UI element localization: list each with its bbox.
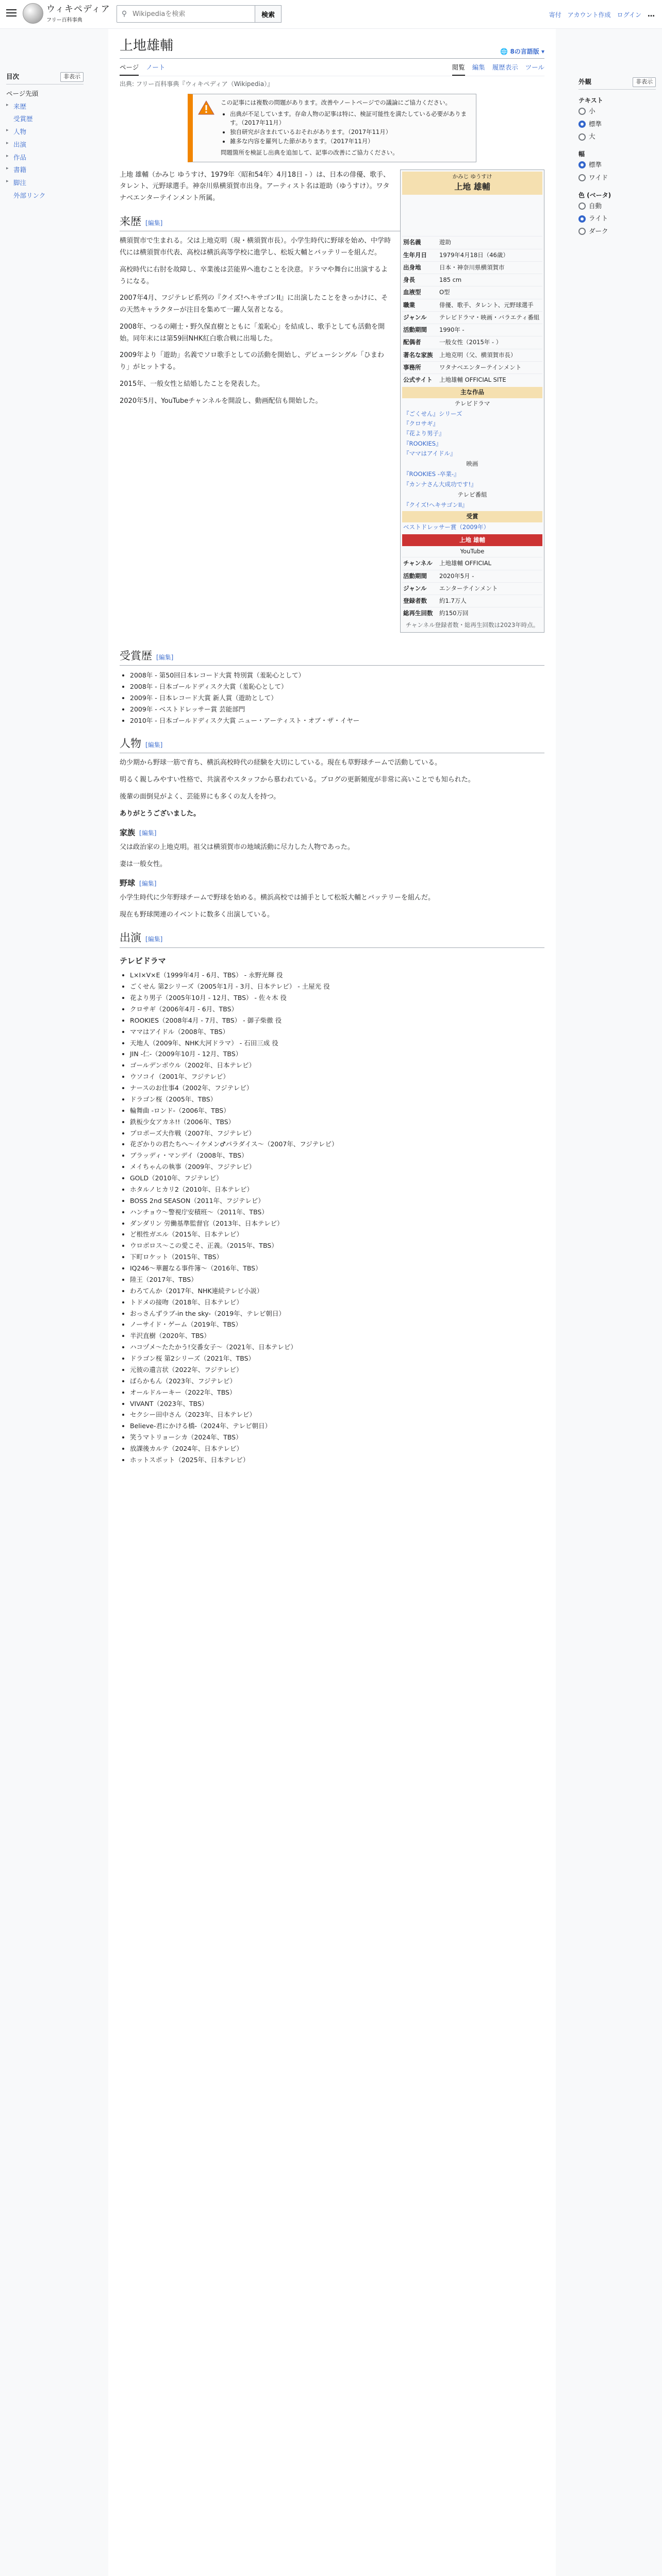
infobox-photo-area (402, 195, 542, 236)
tv-drama-item: • オールドルーキー（2022年、TBS） (130, 1387, 544, 1398)
edit-awards-link[interactable]: [編集] (156, 653, 174, 661)
tv-drama-list (120, 970, 544, 1466)
infobox-row (402, 361, 542, 374)
site-tagline: フリー百科事典 (46, 17, 82, 23)
radio-button[interactable] (578, 161, 586, 168)
infobox-row (402, 570, 542, 582)
radio-button[interactable] (578, 133, 586, 141)
infobox-key: 登録者数 (403, 597, 427, 605)
site-name: ウィキペディア (46, 4, 110, 14)
radio-button[interactable] (578, 121, 586, 128)
person-subsection-paragraph: 父は政治家の上地克明。祖父は横須賀市の地域活動に尽力した人物であった。 (120, 843, 354, 851)
radio-label: 大 (589, 132, 595, 141)
infobox-value: 1979年4月18日（46歳） (439, 251, 509, 259)
youtube-rows (402, 557, 542, 619)
edit-appearances-link[interactable]: [編集] (145, 936, 163, 943)
infobox-key: 血液型 (403, 289, 421, 296)
tv-drama-item: • 陸王（2017年、TBS） (130, 1274, 544, 1285)
toc-item-label: 作品 (13, 153, 27, 161)
tv-drama-item: • ダンダリン 労働基準監督官（2013年、日本テレビ） (130, 1218, 544, 1229)
radio-label: 標準 (589, 161, 602, 168)
tv-drama-item: • 花ざかりの君たちへ〜イケメン♂パラダイス〜（2007年、フジテレビ） (130, 1139, 544, 1150)
tab-talk[interactable]: ノート (146, 63, 166, 71)
tv-drama-item: • 天地人（2009年、NHK大河ドラマ） - 石田三成 役 (130, 1038, 544, 1049)
text-size-label: テキスト (578, 96, 603, 104)
infobox-key: 生年月日 (403, 251, 427, 259)
person-body (120, 757, 544, 803)
tab-page[interactable]: ページ (120, 61, 139, 76)
person-subsection-paragraph: 妻は一般女性。 (120, 860, 167, 868)
tv-drama-item: • プロポーズ大作戦（2007年、フジテレビ） (130, 1128, 544, 1139)
tab-read[interactable]: 閲覧 (452, 61, 465, 76)
infobox-row (402, 236, 542, 248)
notice-item: • 独自研究が含まれているおそれがあります。（2017年11月） (230, 128, 471, 137)
infobox-value: 185 cm (439, 276, 462, 284)
notice-list (221, 110, 471, 146)
youtube-note: チャンネル登録者数・総再生回数は2023年時点。 (405, 621, 539, 629)
notice-item: • 雑多な内容を羅列した節があります。（2017年11月） (230, 137, 471, 146)
person-paragraph: 後輩の面倒見がよく、芸能界にも多くの友人を持つ。 (120, 792, 280, 801)
awards-heading: 受賞 (402, 511, 542, 522)
tv-drama-item: • ROOKIES（2008年4月 - 7月、TBS） - 御子柴徹 役 (130, 1015, 544, 1026)
site-logo[interactable] (23, 3, 110, 24)
edit-history-link[interactable]: [編集] (145, 219, 163, 227)
radio-button[interactable] (578, 215, 586, 223)
tv-drama-item: • ノーサイド・ゲーム（2019年、TBS） (130, 1319, 544, 1330)
tv-drama-item: • クロサギ（2006年4月 - 6月、TBS） (130, 1004, 544, 1015)
section-person-title: 人物 (120, 737, 141, 750)
edit-subsection-link[interactable]: [編集] (139, 880, 157, 888)
infobox (400, 170, 544, 633)
works-tv-heading: テレビドラマ (454, 399, 490, 407)
infobox-value: ワタナベエンターテインメント (439, 363, 522, 371)
appearance-panel (578, 72, 656, 238)
radio-option[interactable] (578, 212, 656, 225)
person-subsection-title: 家族 (120, 828, 136, 838)
infobox-list-item[interactable]: 『ROOKIES -卒業-』 (403, 470, 460, 478)
toc-item-label: 受賞歴 (13, 115, 33, 123)
radio-button[interactable] (578, 202, 586, 210)
toc-item[interactable] (6, 126, 84, 139)
tv-drama-item: • IQ246〜華麗なる事件簿〜（2016年、TBS） (130, 1263, 544, 1274)
toc-item[interactable] (6, 139, 84, 151)
infobox-row (402, 557, 542, 569)
infobox-row (402, 311, 542, 324)
works-variety-heading: テレビ番組 (457, 490, 487, 498)
chevron-right-icon[interactable]: ▸ (6, 128, 9, 133)
history-paragraph: 2020年5月、YouTubeチャンネルを開設し、動画配信も開始した。 (120, 397, 322, 405)
infobox-key: 著名な家族 (403, 351, 433, 359)
infobox-value: 上地雄輔 OFFICIAL (439, 560, 492, 567)
edit-person-link[interactable]: [編集] (145, 741, 163, 749)
toc-item[interactable] (6, 100, 84, 113)
tv-drama-item: • L×I×V×E（1999年4月 - 6月、TBS） - 永野光輝 役 (130, 970, 544, 981)
tv-drama-item: • 下町ロケット（2015年、TBS） (130, 1251, 544, 1263)
tv-drama-item: • セクシー田中さん（2023年、日本テレビ） (130, 1409, 544, 1420)
tv-drama-item: • JIN -仁-（2009年10月 - 12月、TBS） (130, 1048, 544, 1060)
infobox-list-item[interactable]: 『クロサギ』 (403, 420, 439, 428)
main-menu-icon[interactable] (5, 7, 18, 20)
toc-item-label: ページ先頭 (6, 89, 39, 97)
section-person-heading (120, 736, 544, 754)
tv-drama-item: • ママはアイドル（2008年、TBS） (130, 1026, 544, 1038)
infobox-row (402, 324, 542, 336)
history-paragraph: 2015年、一般女性と結婚したことを発表した。 (120, 380, 264, 388)
chevron-right-icon[interactable]: ▸ (6, 102, 9, 108)
tv-drama-item: • ハンチョウ〜警視庁安積班〜（2011年、TBS） (130, 1207, 544, 1218)
chevron-right-icon[interactable]: ▸ (6, 166, 9, 172)
infobox-key: チャンネル (403, 560, 433, 567)
infobox-row (402, 249, 542, 261)
works-film-list (402, 469, 542, 489)
section-appearances-title: 出演 (120, 931, 141, 944)
infobox-key: 職業 (403, 301, 415, 309)
tv-drama-item: • 花より男子（2005年10月 - 12月、TBS） - 佐々木 役 (130, 992, 544, 1004)
section-awards-heading (120, 648, 544, 666)
infobox-value: エンターテインメント (439, 584, 498, 592)
infobox-row (402, 286, 542, 298)
infobox-value: 上地克明（父、横須賀市長） (439, 351, 517, 359)
section-awards-title: 受賞歴 (120, 649, 152, 662)
infobox-row (402, 261, 542, 274)
color-options (578, 200, 656, 238)
awards-body (120, 670, 544, 726)
tab-edit[interactable]: 編集 (472, 63, 485, 71)
tv-drama-item: • ばらかもん（2023年、フジテレビ） (130, 1376, 544, 1387)
tv-drama-item: • ゴールデンボウル（2002年、日本テレビ） (130, 1060, 544, 1071)
infobox-value: 上地雄輔 OFFICIAL SITE (439, 376, 506, 384)
infobox-value: 約1.7万人 (439, 597, 467, 605)
width-options (578, 159, 656, 184)
tv-drama-item: • ナースのお仕事4（2002年、フジテレビ） (130, 1082, 544, 1094)
radio-label: 標準 (589, 120, 602, 128)
infobox-value: 1990年 - (439, 326, 465, 334)
chevron-right-icon[interactable]: ▸ (6, 179, 9, 184)
create-account-link[interactable]: アカウント作成 (567, 11, 611, 19)
person-subsection-paragraph: 現在も野球関連のイベントに数多く出演している。 (120, 910, 274, 919)
works-tv-list (402, 409, 542, 459)
warning-icon (198, 100, 214, 115)
intro-paragraph: 上地 雄輔（かみじ ゆうすけ、1979年〈昭和54年〉4月18日 - ）は、日本の俳優、歌手、タレント、元野球選手。神奈川県横須賀市出身。アーティスト名は遊助（ゆうすけ）。ワタナベエンターテインメント所属。 (120, 171, 390, 202)
search-input[interactable] (131, 10, 255, 19)
donate-link[interactable]: 寄付 (549, 11, 561, 19)
infobox-key: 出身地 (403, 263, 421, 271)
toc-item-label: 脚注 (13, 179, 27, 187)
award-item: • 2009年 - ベストドレッサー賞 芸能部門 (130, 704, 544, 715)
site-header (0, 0, 662, 29)
infobox-list-item[interactable]: 『ROOKIES』 (403, 439, 442, 447)
login-link[interactable]: ログイン (617, 11, 641, 19)
infobox-list-item[interactable]: 『クイズ!ヘキサゴンII』 (403, 501, 468, 509)
tab-history[interactable]: 履歴表示 (492, 63, 518, 71)
toc-item-label: 来歴 (13, 102, 27, 110)
person-subsection-paragraph: 小学生時代に少年野球チームで野球を始める。横浜高校では捕手として松坂大輔とバッテリーを組んだ。 (120, 893, 435, 902)
youtube-name: 上地 雄輔 (402, 534, 542, 546)
infobox-row (402, 374, 542, 386)
radio-button[interactable] (578, 174, 586, 181)
tv-drama-item: • メイちゃんの執事（2009年、フジテレビ） (130, 1161, 544, 1173)
history-paragraph: 2009年より「遊助」名義でソロ歌手としての活動を開始し、デビューシングル「ひまわり」がヒットする。 (120, 351, 384, 371)
radio-option[interactable] (578, 200, 656, 213)
tv-drama-item: • ドラゴン桜 第2シリーズ（2021年、TBS） (130, 1353, 544, 1364)
section-history-title: 来歴 (120, 215, 141, 228)
tv-drama-heading: テレビドラマ (120, 956, 166, 965)
infobox-row (402, 274, 542, 286)
toc-item-label: 書籍 (13, 166, 27, 174)
color-label: 色 (ベータ) (578, 191, 611, 199)
radio-label: 小 (589, 107, 595, 115)
toc-item[interactable] (6, 113, 84, 126)
wikipedia-globe-icon (23, 3, 43, 24)
tv-drama-item: • ブラッディ・マンデイ（2008年、TBS） (130, 1150, 544, 1161)
radio-option[interactable] (578, 118, 656, 131)
tv-drama-item: • 輪舞曲 -ロンド-（2006年、TBS） (130, 1105, 544, 1116)
issue-notice (188, 94, 476, 162)
tv-drama-item: • ホットスポット（2025年、日本テレビ） (130, 1454, 544, 1466)
infobox-key: 活動期間 (403, 326, 427, 334)
toc-list (6, 88, 84, 202)
infobox-value: 一般女性（2015年 - ） (439, 338, 502, 346)
tv-drama-item: • BOSS 2nd SEASON（2011年、フジテレビ） (130, 1195, 544, 1207)
infobox-list-item[interactable]: ベストドレッサー賞（2009年） (403, 523, 490, 531)
radio-label: ワイド (589, 173, 608, 181)
tv-drama-item: • トドメの接吻（2018年、日本テレビ） (130, 1297, 544, 1308)
toc-item[interactable] (6, 88, 84, 100)
toc-item[interactable] (6, 177, 84, 190)
infobox-value: 約150万回 (439, 609, 469, 617)
history-paragraph: 高校時代に右肘を故障し、卒業後は芸能界へ進むことを決意。ドラマや舞台に出演するようになる。 (120, 265, 388, 285)
width-label: 幅 (578, 150, 585, 158)
person-paragraph: 幼少期から野球一筋で育ち、横浜高校時代の経験を大切にしている。現在も草野球チームで活動している。 (120, 759, 442, 767)
history-paragraph: 2007年4月、フジテレビ系列の『クイズ!ヘキサゴンII』に出演したことをきっかけに、その天然キャラクターが注目を集めて一躍人気者となる。 (120, 294, 388, 314)
infobox-name: 上地 雄輔 (454, 182, 490, 192)
toc-item[interactable] (6, 164, 84, 177)
tv-drama-item: • わろてんか（2017年、NHK連続テレビ小説） (130, 1285, 544, 1297)
chevron-right-icon[interactable]: ▸ (6, 140, 9, 146)
infobox-key: 身長 (403, 276, 415, 284)
infobox-row (402, 336, 542, 348)
infobox-row (402, 349, 542, 361)
tv-drama-item: • 半沢直樹（2020年、TBS） (130, 1330, 544, 1342)
youtube-service: YouTube (460, 548, 485, 555)
tv-drama-item: • GOLD（2010年、フジテレビ） (130, 1173, 544, 1184)
tv-drama-item: • ホタルノヒカリ2（2010年、日本テレビ） (130, 1184, 544, 1195)
awards-list (402, 522, 542, 532)
infobox-key: 公式サイト (403, 376, 433, 384)
radio-option[interactable] (578, 105, 656, 118)
tv-drama-item: • Believe-君にかける橋-（2024年、テレビ朝日） (130, 1420, 544, 1432)
infobox-list-item[interactable]: 『カンナさん大成功です!』 (403, 480, 477, 488)
radio-button[interactable] (578, 108, 586, 115)
radio-label: ダーク (589, 227, 608, 235)
award-item: • 2008年 - 第50回日本レコード大賞 特別賞（羞恥心として） (130, 670, 544, 681)
page-tabs (120, 61, 544, 76)
tv-drama-item: • おっさんずラブ-in the sky-（2019年、テレビ朝日） (130, 1308, 544, 1319)
infobox-row (402, 299, 542, 311)
infobox-key: 別名義 (403, 239, 421, 246)
radio-option[interactable] (578, 172, 656, 184)
tv-drama-item: • VIVANT（2023年、TBS） (130, 1398, 544, 1410)
language-button[interactable]: 🌐 8の言語版 ▾ (500, 48, 544, 55)
infobox-value: 2020年5月 - (439, 572, 474, 580)
tv-drama-item: • ウソコイ（2001年、フジテレビ） (130, 1071, 544, 1082)
text-size-options (578, 105, 656, 143)
infobox-value: O型 (439, 289, 450, 296)
search-icon: ⚲ (121, 9, 127, 18)
works-film-heading: 映画 (466, 460, 478, 468)
person-subsection-heading (120, 877, 544, 889)
toc-item[interactable] (6, 151, 84, 164)
toc-title: 目次 (6, 73, 20, 80)
appearance-title: 外観 (578, 78, 592, 86)
tv-drama-item: • ど根性ガエル（2015年、日本テレビ） (130, 1229, 544, 1240)
radio-option[interactable] (578, 225, 656, 238)
chevron-right-icon[interactable]: ▸ (6, 153, 9, 159)
radio-button[interactable] (578, 228, 586, 235)
search-box (117, 5, 282, 23)
tv-drama-item: • 放課後カルテ（2024年、日本テレビ） (130, 1443, 544, 1454)
works-variety-list (402, 500, 542, 510)
notice-lead: この記事には複数の問題があります。改善やノートページでの議論にご協力ください。 (221, 98, 452, 106)
radio-label: 自動 (589, 201, 602, 210)
tv-drama-item: • 笑うマトリョーシカ（2024年、TBS） (130, 1432, 544, 1443)
award-item: • 2010年 - 日本ゴールドディスク大賞 ニュー・アーティスト・オブ・ザ・イヤー (130, 715, 544, 726)
infobox-key: 配偶者 (403, 338, 421, 346)
person-subsections (120, 827, 544, 921)
infobox-value: 日本・神奈川県横須賀市 (439, 263, 505, 271)
tv-drama-item: • ドラゴン桜（2005年、TBS） (130, 1094, 544, 1105)
award-item: • 2009年 - 日本レコード大賞 新人賞（遊助として） (130, 692, 544, 704)
infobox-key: ジャンル (403, 313, 427, 321)
infobox-key: 活動期間 (403, 572, 427, 580)
infobox-value: テレビドラマ・映画・バラエティ番組 (439, 313, 540, 321)
infobox-kana: かみじ ゆうすけ (452, 173, 492, 180)
infobox-row (402, 607, 542, 619)
infobox-key: 事務所 (403, 363, 421, 371)
more-options-icon[interactable]: … (648, 10, 655, 19)
infobox-list-item[interactable]: 『ごくせん』シリーズ (403, 410, 462, 417)
infobox-key: ジャンル (403, 584, 427, 592)
toc-item-label: 出演 (13, 140, 27, 148)
history-paragraph: 横須賀市で生まれる。父は上地克明（現・横須賀市長）。小学生時代に野球を始め、中学時代には横須賀市代表、高校は横浜高等学校に進学し、松坂大輔とバッテリーを組んだ。 (120, 237, 391, 257)
radio-option[interactable] (578, 159, 656, 172)
history-paragraph: 2008年、つるの剛士・野久保直樹とともに「羞恥心」を結成し、歌手としても活動を開始。同年末には第59回NHK紅白歌合戦に出場した。 (120, 323, 385, 343)
infobox-row (402, 595, 542, 607)
toc-item-label: 人物 (13, 128, 27, 135)
tv-drama-item: • ウロボロス〜この愛こそ、正義。（2015年、TBS） (130, 1240, 544, 1251)
section-appearances-heading (120, 930, 544, 948)
table-of-contents (6, 72, 84, 202)
notice-note: 問題箇所を検証し出典を追加して、記事の改善にご協力ください。 (221, 148, 399, 156)
infobox-row (402, 582, 542, 595)
toc-item-label: 外部リンク (13, 191, 46, 199)
tab-tools[interactable]: ツール (525, 63, 544, 71)
radio-label: ライト (589, 214, 608, 223)
source-line: 出典: フリー百科事典『ウィキペディア（Wikipedia）』 (120, 80, 274, 88)
toc-item[interactable] (6, 190, 84, 202)
tv-drama-item: • ハコヅメ〜たたかう!交番女子〜（2021年、日本テレビ） (130, 1342, 544, 1353)
appearance-hide-button[interactable]: 非表示 (633, 77, 656, 87)
main-content (108, 29, 556, 2576)
notice-item: • 出典が不足しています。存命人物の記事は特に、検証可能性を満たしている必要があります。（2017年11月） (230, 110, 471, 128)
search-button[interactable]: 検索 (255, 5, 282, 23)
radio-option[interactable] (578, 130, 656, 143)
toc-hide-button[interactable]: 非表示 (60, 72, 84, 82)
award-item: • 2008年 - 日本ゴールドディスク大賞（羞恥心として） (130, 681, 544, 692)
user-links (549, 9, 655, 20)
person-paragraph: 明るく親しみやすい性格で、共演者やスタッフから慕われている。ブログの更新頻度が非常に高いことでも知られた。 (120, 776, 475, 784)
language-count: 8の言語版 (510, 48, 539, 55)
infobox-list-item[interactable]: 『花より男子』 (403, 430, 445, 437)
infobox-value: 遊助 (439, 239, 451, 246)
tv-drama-item: • 元彼の遺言状（2022年、フジテレビ） (130, 1364, 544, 1376)
infobox-key: 総再生回数 (403, 609, 433, 617)
infobox-value: 俳優、歌手、タレント、元野球選手 (439, 301, 534, 309)
edit-subsection-link[interactable]: [編集] (139, 829, 157, 837)
works-heading: 主な作品 (402, 387, 542, 398)
person-subsection-heading (120, 827, 544, 839)
infobox-list-item[interactable]: 『ママはアイドル』 (403, 449, 456, 457)
infobox-rows (402, 236, 542, 386)
page-title: 上地雄輔 (120, 38, 174, 54)
person-subsection-title: 野球 (120, 878, 136, 888)
person-closing: ありがとうございました。 (120, 809, 201, 818)
tv-drama-item: • ごくせん 第2シリーズ（2005年1月 - 3月、日本テレビ） - 土屋光 役 (130, 981, 544, 992)
tv-drama-item: • 鉄板少女アカネ!!（2006年、TBS） (130, 1116, 544, 1128)
